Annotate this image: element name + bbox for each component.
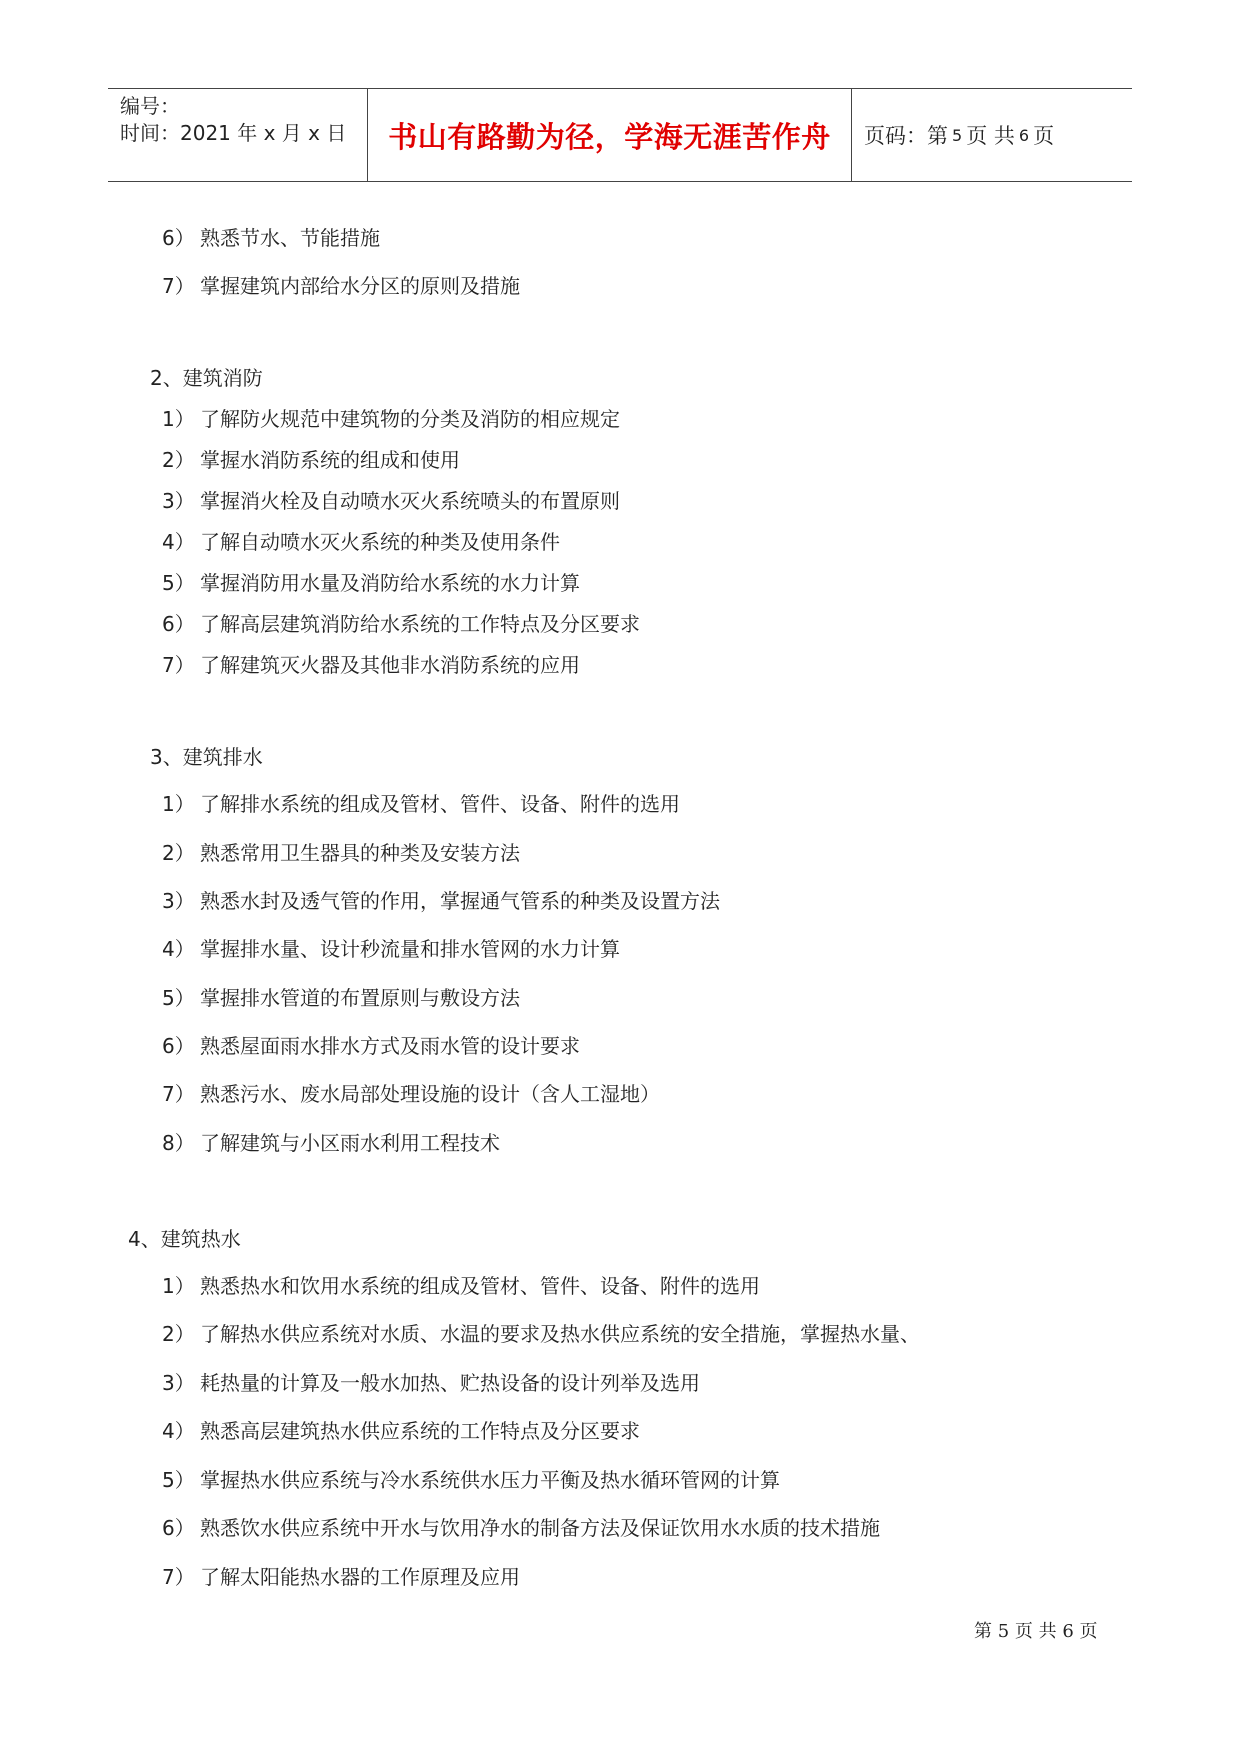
list-item [162,222,380,251]
list-item [162,1512,880,1541]
header-motto: 书山有路勤为径，学海无涯苦作舟 [368,89,852,181]
page-prefix: 页码：第 [864,124,948,148]
item-text: 了解自动喷水灭火系统的种类及使用条件 [200,530,560,554]
item-index: 4） [162,1419,195,1443]
list-item [162,1030,580,1059]
item-index: 7） [162,1565,195,1589]
list-item [162,1367,700,1396]
list-item [162,1464,780,1493]
list-item [162,788,680,817]
item-index: 1） [162,407,195,431]
item-text: 熟悉污水、废水局部处理设施的设计（含人工湿地） [200,1082,660,1106]
page-suffix: 页 [1033,124,1055,148]
item-text: 了解排水系统的组成及管材、管件、设备、附件的选用 [200,792,680,816]
item-index: 5） [162,986,195,1010]
list-item [162,1270,760,1299]
item-index: 4） [162,530,195,554]
list-item [162,837,520,866]
item-text: 了解建筑灭火器及其他非水消防系统的应用 [200,653,580,677]
item-text: 了解防火规范中建筑物的分类及消防的相应规定 [200,407,620,431]
list-item [162,885,720,914]
page-total: 6 [1018,125,1030,145]
section-title: 4、建筑热水 [128,1227,241,1251]
list-item [162,1127,500,1156]
item-index: 8） [162,1131,195,1155]
item-text: 掌握消防用水量及消防给水系统的水力计算 [200,571,580,595]
item-text: 熟悉热水和饮用水系统的组成及管材、管件、设备、附件的选用 [200,1274,760,1298]
list-item [162,567,580,596]
item-index: 2） [162,1322,195,1346]
item-text: 熟悉饮水供应系统中开水与饮用净水的制备方法及保证饮用水水质的技术措施 [200,1516,880,1540]
list-item [162,982,520,1011]
item-text: 掌握排水管道的布置原则与敷设方法 [200,986,520,1010]
item-index: 3） [162,1371,195,1395]
item-text: 熟悉屋面雨水排水方式及雨水管的设计要求 [200,1034,580,1058]
list-item [162,270,520,299]
item-index: 6） [162,1516,195,1540]
item-text: 掌握热水供应系统与冷水系统供水压力平衡及热水循环管网的计算 [200,1468,780,1492]
item-text: 掌握排水量、设计秒流量和排水管网的水力计算 [200,937,620,961]
list-item [162,1318,920,1347]
item-text: 熟悉节水、节能措施 [200,226,380,250]
time-label: 时间：2021 年 x 月 x 日 [120,121,347,145]
section-title: 2、建筑消防 [150,366,263,390]
item-index: 5） [162,571,195,595]
item-text: 耗热量的计算及一般水加热、贮热设备的设计列举及选用 [200,1371,700,1395]
item-index: 7） [162,1082,195,1106]
item-index: 2） [162,448,195,472]
page-number: 5 [952,125,963,145]
item-text: 了解热水供应系统对水质、水温的要求及热水供应系统的安全措施，掌握热水量、 [200,1322,920,1346]
item-index: 7） [162,653,195,677]
page-footer: 第 5 页 共 6 页 [974,1621,1098,1642]
item-index: 4） [162,937,195,961]
item-index: 7） [162,274,195,298]
item-index: 3） [162,889,195,913]
item-text: 了解太阳能热水器的工作原理及应用 [200,1565,520,1589]
item-text: 熟悉高层建筑热水供应系统的工作特点及分区要求 [200,1419,640,1443]
list-item [162,485,620,514]
item-text: 了解建筑与小区雨水利用工程技术 [200,1131,500,1155]
section-title: 3、建筑排水 [150,745,263,769]
item-index: 1） [162,1274,195,1298]
item-text: 掌握消火栓及自动喷水灭火系统喷头的布置原则 [200,489,620,513]
page-mid: 页 共 [966,124,1015,148]
list-item [162,933,620,962]
header-meta [108,89,368,181]
list-item [162,1561,520,1590]
page-header [108,88,1132,182]
item-index: 3） [162,489,195,513]
list-item [162,608,640,637]
code-label: 编号： [120,94,180,118]
item-text: 掌握水消防系统的组成和使用 [200,448,460,472]
item-index: 6） [162,226,195,250]
list-item [162,649,580,678]
item-index: 6） [162,1034,195,1058]
list-item [162,1415,640,1444]
item-index: 2） [162,841,195,865]
item-index: 6） [162,612,195,636]
list-item [162,403,620,432]
item-index: 5） [162,1468,195,1492]
item-text: 熟悉常用卫生器具的种类及安装方法 [200,841,520,865]
item-index: 1） [162,792,195,816]
item-text: 了解高层建筑消防给水系统的工作特点及分区要求 [200,612,640,636]
list-item [162,444,460,473]
item-text: 掌握建筑内部给水分区的原则及措施 [200,274,520,298]
list-item [162,526,560,555]
header-page-info [852,89,1132,181]
list-item [162,1078,660,1107]
item-text: 熟悉水封及透气管的作用，掌握通气管系的种类及设置方法 [200,889,720,913]
